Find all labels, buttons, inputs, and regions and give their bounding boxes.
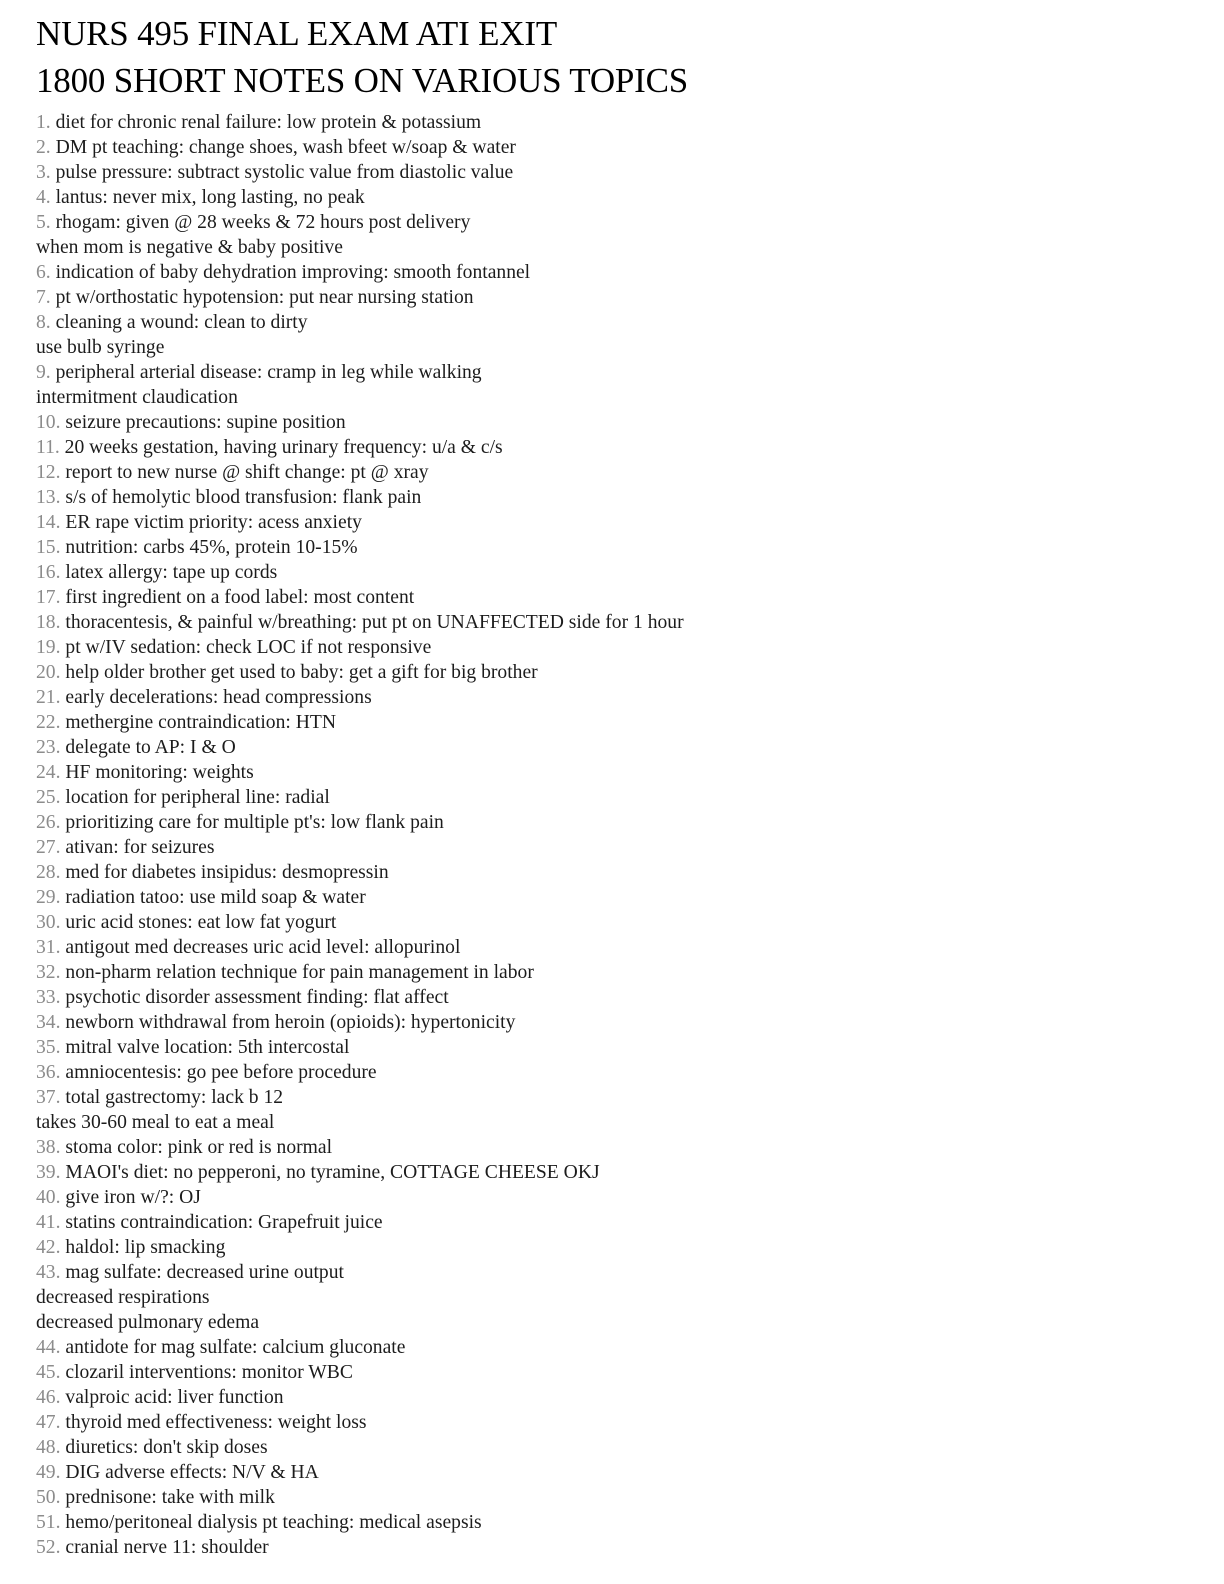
- note-number: 13.: [36, 487, 61, 508]
- note-item: [36, 1035, 1188, 1060]
- note-number: 32.: [36, 962, 61, 983]
- note-continuation-line: [36, 235, 1188, 260]
- note-text: rhogam: given @ 28 weeks & 72 hours post delivery: [55, 212, 471, 233]
- note-item: [36, 160, 1188, 185]
- note-number: 2.: [36, 137, 51, 158]
- note-item: [36, 1135, 1188, 1160]
- note-item: [36, 760, 1188, 785]
- note-text: diet for chronic renal failure: low protein & potassium: [55, 112, 482, 133]
- note-text: antidote for mag sulfate: calcium gluconate: [65, 1337, 406, 1358]
- note-text: prednisone: take with milk: [65, 1487, 275, 1508]
- note-text: takes 30-60 meal to eat a meal: [36, 1112, 275, 1133]
- note-text: peripheral arterial disease: cramp in leg while walking: [55, 362, 482, 383]
- note-number: 29.: [36, 887, 61, 908]
- note-item: [36, 1360, 1188, 1385]
- note-number: 27.: [36, 837, 61, 858]
- note-text: stoma color: pink or red is normal: [65, 1137, 333, 1158]
- note-text: radiation tatoo: use mild soap & water: [65, 887, 366, 908]
- note-text: cleaning a wound: clean to dirty: [55, 312, 308, 333]
- note-number: 28.: [36, 862, 61, 883]
- note-number: 41.: [36, 1212, 61, 1233]
- note-item: [36, 285, 1188, 310]
- note-text: first ingredient on a food label: most content: [65, 587, 415, 608]
- note-text: thoracentesis, & painful w/breathing: put pt on UNAFFECTED side for 1 hour: [65, 612, 684, 633]
- note-item: [36, 985, 1188, 1010]
- note-text: newborn withdrawal from heroin (opioids): hypertonicity: [65, 1012, 516, 1033]
- note-text: delegate to AP: I & O: [65, 737, 236, 758]
- note-number: 48.: [36, 1437, 61, 1458]
- note-item: [36, 435, 1188, 460]
- note-item: [36, 1235, 1188, 1260]
- note-text: diuretics: don't skip doses: [65, 1437, 268, 1458]
- note-item: [36, 1160, 1188, 1185]
- note-number: 40.: [36, 1187, 61, 1208]
- note-number: 43.: [36, 1262, 61, 1283]
- note-text: ativan: for seizures: [65, 837, 215, 858]
- note-number: 50.: [36, 1487, 61, 1508]
- note-text: MAOI's diet: no pepperoni, no tyramine, COTTAGE CHEESE OKJ: [65, 1162, 600, 1183]
- note-continuation-line: [36, 385, 1188, 410]
- note-text: location for peripheral line: radial: [65, 787, 330, 808]
- note-text: total gastrectomy: lack b 12: [65, 1087, 284, 1108]
- note-item: [36, 260, 1188, 285]
- note-text: pulse pressure: subtract systolic value from diastolic value: [55, 162, 514, 183]
- note-number: 8.: [36, 312, 51, 333]
- note-text: psychotic disorder assessment finding: flat affect: [65, 987, 449, 1008]
- note-number: 39.: [36, 1162, 61, 1183]
- note-text: latex allergy: tape up cords: [65, 562, 278, 583]
- note-item: [36, 585, 1188, 610]
- note-number: 7.: [36, 287, 51, 308]
- note-item: [36, 960, 1188, 985]
- note-number: 6.: [36, 262, 51, 283]
- note-text: when mom is negative & baby positive: [36, 237, 343, 258]
- note-number: 23.: [36, 737, 61, 758]
- note-text: prioritizing care for multiple pt's: low flank pain: [65, 812, 444, 833]
- note-text: ER rape victim priority: acess anxiety: [65, 512, 362, 533]
- note-item: [36, 1385, 1188, 1410]
- note-item: [36, 935, 1188, 960]
- note-text: decreased pulmonary edema: [36, 1312, 260, 1333]
- note-item: [36, 610, 1188, 635]
- note-number: 5.: [36, 212, 51, 233]
- note-number: 33.: [36, 987, 61, 1008]
- note-item: [36, 810, 1188, 835]
- note-item: [36, 1335, 1188, 1360]
- note-item: [36, 1085, 1188, 1110]
- note-number: 31.: [36, 937, 61, 958]
- note-text: statins contraindication: Grapefruit juice: [65, 1212, 383, 1233]
- document-subtitle: 1800 SHORT NOTES ON VARIOUS TOPICS: [36, 61, 689, 100]
- note-text: valproic acid: liver function: [65, 1387, 284, 1408]
- note-number: 9.: [36, 362, 51, 383]
- note-item: [36, 635, 1188, 660]
- note-continuation-line: [36, 1285, 1188, 1310]
- note-number: 15.: [36, 537, 61, 558]
- note-text: antigout med decreases uric acid level: allopurinol: [65, 937, 461, 958]
- note-item: [36, 685, 1188, 710]
- note-number: 4.: [36, 187, 51, 208]
- note-item: [36, 485, 1188, 510]
- note-number: 24.: [36, 762, 61, 783]
- note-item: [36, 1060, 1188, 1085]
- note-continuation-line: [36, 1310, 1188, 1335]
- note-text: hemo/peritoneal dialysis pt teaching: medical asepsis: [65, 1512, 482, 1533]
- note-item: [36, 1460, 1188, 1485]
- note-item: [36, 1510, 1188, 1535]
- note-item: [36, 910, 1188, 935]
- note-text: give iron w/?: OJ: [65, 1187, 201, 1208]
- note-text: report to new nurse @ shift change: pt @ xray: [65, 462, 429, 483]
- note-number: 14.: [36, 512, 61, 533]
- note-item: [36, 135, 1188, 160]
- note-number: 26.: [36, 812, 61, 833]
- note-number: 16.: [36, 562, 61, 583]
- note-text: s/s of hemolytic blood transfusion: flank pain: [65, 487, 422, 508]
- note-text: intermitment claudication: [36, 387, 238, 408]
- note-number: 36.: [36, 1062, 61, 1083]
- note-number: 37.: [36, 1087, 61, 1108]
- note-text: pt w/IV sedation: check LOC if not responsive: [65, 637, 432, 658]
- note-number: 42.: [36, 1237, 61, 1258]
- note-text: non-pharm relation technique for pain management in labor: [65, 962, 534, 983]
- note-text: pt w/orthostatic hypotension: put near nursing station: [55, 287, 474, 308]
- note-item: [36, 1260, 1188, 1285]
- note-number: 10.: [36, 412, 61, 433]
- note-number: 22.: [36, 712, 61, 733]
- note-number: 25.: [36, 787, 61, 808]
- note-text: HF monitoring: weights: [65, 762, 254, 783]
- note-text: clozaril interventions: monitor WBC: [65, 1362, 353, 1383]
- note-item: [36, 1185, 1188, 1210]
- note-item: [36, 885, 1188, 910]
- note-text: methergine contraindication: HTN: [65, 712, 337, 733]
- note-item: [36, 735, 1188, 760]
- notes-list: [36, 110, 1188, 1560]
- note-item: [36, 1435, 1188, 1460]
- note-item: [36, 510, 1188, 535]
- note-number: 11.: [36, 437, 60, 458]
- note-item: [36, 835, 1188, 860]
- note-item: [36, 1010, 1188, 1035]
- note-text: early decelerations: head compressions: [65, 687, 372, 708]
- note-item: [36, 210, 1188, 235]
- note-text: DIG adverse effects: N/V & HA: [65, 1462, 319, 1483]
- note-item: [36, 1210, 1188, 1235]
- note-number: 12.: [36, 462, 61, 483]
- note-item: [36, 310, 1188, 335]
- note-text: DM pt teaching: change shoes, wash bfeet w/soap & water: [55, 137, 516, 158]
- note-number: 47.: [36, 1412, 61, 1433]
- note-number: 19.: [36, 637, 61, 658]
- note-item: [36, 360, 1188, 385]
- note-text: help older brother get used to baby: get a gift for big brother: [65, 662, 538, 683]
- note-text: uric acid stones: eat low fat yogurt: [65, 912, 337, 933]
- note-text: med for diabetes insipidus: desmopressin: [65, 862, 389, 883]
- note-number: 17.: [36, 587, 61, 608]
- note-number: 30.: [36, 912, 61, 933]
- note-number: 35.: [36, 1037, 61, 1058]
- note-item: [36, 1535, 1188, 1560]
- note-number: 44.: [36, 1337, 61, 1358]
- note-item: [36, 660, 1188, 685]
- note-text: use bulb syringe: [36, 337, 165, 358]
- note-number: 34.: [36, 1012, 61, 1033]
- note-item: [36, 1485, 1188, 1510]
- note-number: 49.: [36, 1462, 61, 1483]
- note-continuation-line: [36, 1110, 1188, 1135]
- note-number: 38.: [36, 1137, 61, 1158]
- note-number: 45.: [36, 1362, 61, 1383]
- note-item: [36, 460, 1188, 485]
- note-continuation-line: [36, 335, 1188, 360]
- note-item: [36, 110, 1188, 135]
- note-item: [36, 1410, 1188, 1435]
- note-item: [36, 560, 1188, 585]
- note-text: mag sulfate: decreased urine output: [65, 1262, 344, 1283]
- note-number: 1.: [36, 112, 51, 133]
- document-title: NURS 495 FINAL EXAM ATI EXIT: [36, 14, 558, 53]
- note-text: cranial nerve 11: shoulder: [65, 1537, 269, 1558]
- note-text: 20 weeks gestation, having urinary frequency: u/a & c/s: [64, 437, 503, 458]
- note-text: mitral valve location: 5th intercostal: [65, 1037, 350, 1058]
- note-number: 46.: [36, 1387, 61, 1408]
- note-item: [36, 185, 1188, 210]
- note-number: 3.: [36, 162, 51, 183]
- note-text: indication of baby dehydration improving: smooth fontannel: [55, 262, 531, 283]
- note-item: [36, 410, 1188, 435]
- note-number: 20.: [36, 662, 61, 683]
- note-text: seizure precautions: supine position: [65, 412, 346, 433]
- note-text: decreased respirations: [36, 1287, 210, 1308]
- note-number: 52.: [36, 1537, 61, 1558]
- note-text: nutrition: carbs 45%, protein 10-15%: [65, 537, 358, 558]
- note-item: [36, 860, 1188, 885]
- note-number: 21.: [36, 687, 61, 708]
- note-item: [36, 535, 1188, 560]
- note-text: haldol: lip smacking: [65, 1237, 226, 1258]
- note-text: thyroid med effectiveness: weight loss: [65, 1412, 367, 1433]
- note-text: lantus: never mix, long lasting, no peak: [55, 187, 365, 208]
- note-text: amniocentesis: go pee before procedure: [65, 1062, 377, 1083]
- note-item: [36, 785, 1188, 810]
- note-item: [36, 710, 1188, 735]
- note-number: 51.: [36, 1512, 61, 1533]
- note-number: 18.: [36, 612, 61, 633]
